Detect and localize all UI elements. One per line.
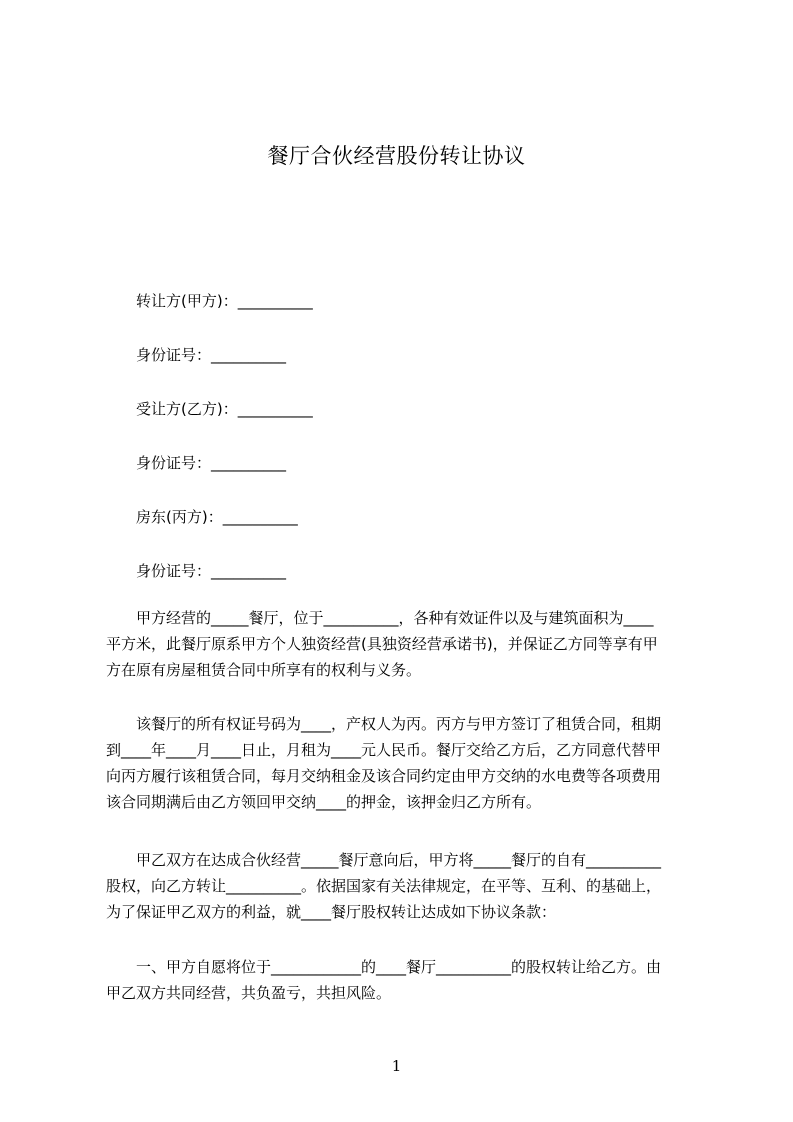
transferee-field: 受让方(乙方)：__________	[136, 400, 313, 418]
transferor-id-field: 身份证号：__________	[136, 346, 287, 364]
paragraph-clause-1	[106, 954, 702, 1006]
paragraph-line: 甲乙双方在达成合伙经营_____餐厅意向后，甲方将_____餐厅的自有__________	[136, 851, 662, 869]
paragraph-share-transfer-intent	[106, 847, 702, 925]
paragraph-line: 甲乙双方共同经营，共负盈亏，共担风险。	[106, 984, 392, 1002]
paragraph-lease-info	[106, 711, 702, 815]
paragraph-line: 到____年____月____日止，月租为____元人民币。餐厅交给乙方后，乙方同意代替甲	[106, 741, 662, 759]
paragraph-line: 该餐厅的所有权证号码为____，产权人为丙。丙方与甲方签订了租赁合同，租期	[136, 715, 662, 733]
paragraph-line: 为了保证甲乙双方的利益，就____餐厅股权转让达成如下协议条款：	[106, 903, 557, 921]
paragraph-line: 平方米，此餐厅原系甲方个人独资经营(具独资经营承诺书)，并保证乙方同等享有甲	[106, 635, 658, 653]
paragraph-line: 方在原有房屋租赁合同中所享有的权利与义务。	[106, 661, 422, 679]
transferee-id-field: 身份证号：__________	[136, 454, 287, 472]
paragraph-line: 股权，向乙方转让__________。依据国家有关法律规定，在平等、互利、的基础上，	[106, 877, 662, 895]
page-number: 1	[391, 1057, 402, 1075]
landlord-field: 房东(丙方)：__________	[136, 508, 298, 526]
document-title: 餐厅合伙经营股份转让协议	[267, 144, 526, 168]
paragraph-line: 一、甲方自愿将位于____________的____餐厅__________的股权转让给乙方。由	[136, 958, 662, 976]
paragraph-restaurant-info	[106, 605, 702, 683]
paragraph-line: 甲方经营的_____餐厅，位于__________，各种有效证件以及与建筑面积为____	[136, 609, 654, 627]
paragraph-line: 该合同期满后由乙方领回甲交纳____的押金，该押金归乙方所有。	[106, 793, 542, 811]
paragraph-line: 向丙方履行该租赁合同，每月交纳租金及该合同约定由甲方交纳的水电费等各项费用	[106, 767, 662, 785]
landlord-id-field: 身份证号：__________	[136, 562, 287, 580]
transferor-field: 转让方(甲方)：__________	[136, 292, 313, 310]
